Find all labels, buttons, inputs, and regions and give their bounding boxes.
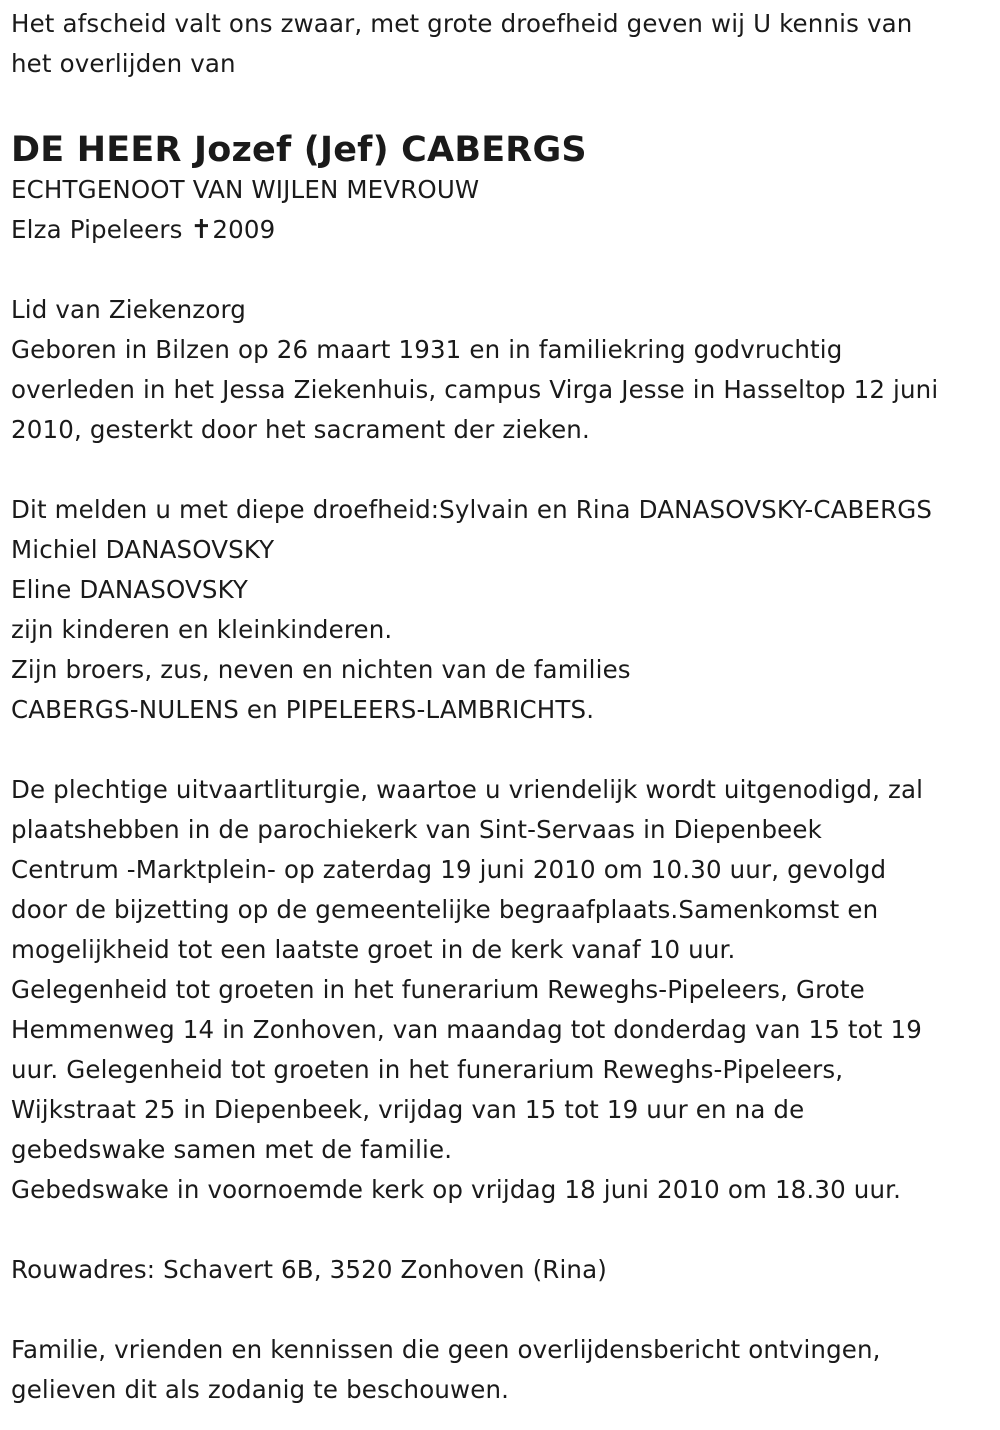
ceremony-line: Centrum -Marktplein- op zaterdag 19 juni 2010 om 10.30 uur, gevolgd bbox=[11, 855, 887, 884]
spacer bbox=[11, 450, 996, 490]
ceremony-line: uur. Gelegenheid tot groeten in het funerarium Reweghs-Pipeleers, bbox=[11, 1055, 844, 1084]
ceremony-line: plaatshebben in de parochiekerk van Sint-Servaas in Diepenbeek bbox=[11, 815, 822, 844]
deceased-name: DE HEER Jozef (Jef) CABERGS bbox=[11, 130, 587, 170]
closing-paragraph bbox=[11, 1330, 996, 1410]
closing-line: gelieven dit als zodanig te beschouwen. bbox=[11, 1375, 510, 1404]
spacer bbox=[11, 1290, 996, 1330]
spouse-title: ECHTGENOOT VAN WIJLEN MEVROUW bbox=[11, 175, 480, 204]
ceremony-line: Gelegenheid tot groeten in het funerarium Reweghs-Pipeleers, Grote bbox=[11, 975, 865, 1004]
spouse-name-line bbox=[11, 210, 996, 250]
closing-line: Familie, vrienden en kennissen die geen overlijdensbericht ontvingen, bbox=[11, 1335, 881, 1364]
intro-line: Het afscheid valt ons zwaar, met grote droefheid geven wij U kennis van bbox=[11, 9, 913, 38]
family-line: Dit melden u met diepe droefheid:Sylvain en Rina DANASOVSKY-CABERGS bbox=[11, 495, 933, 524]
intro-paragraph bbox=[11, 4, 996, 84]
intro-line: het overlijden van bbox=[11, 49, 236, 78]
spacer bbox=[11, 1210, 996, 1250]
family-line: Michiel DANASOVSKY bbox=[11, 535, 275, 564]
family-line: zijn kinderen en kleinkinderen. bbox=[11, 615, 393, 644]
bio-line: 2010, gesterkt door het sacrament der zieken. bbox=[11, 415, 590, 444]
mourning-address: Rouwadres: Schavert 6B, 3520 Zonhoven (Rina) bbox=[11, 1255, 607, 1284]
bio-line: Lid van Ziekenzorg bbox=[11, 295, 246, 324]
ceremony-line: gebedswake samen met de familie. bbox=[11, 1135, 453, 1164]
ceremony-line: De plechtige uitvaartliturgie, waartoe u vriendelijk wordt uitgenodigd, zal bbox=[11, 775, 924, 804]
spacer bbox=[11, 730, 996, 770]
obituary-document bbox=[11, 4, 996, 1410]
spouse-death-year: 2009 bbox=[212, 215, 276, 244]
family-line: CABERGS-NULENS en PIPELEERS-LAMBRICHTS. bbox=[11, 695, 595, 724]
cross-icon: ✝ bbox=[190, 215, 213, 245]
family-line: Eline DANASOVSKY bbox=[11, 575, 249, 604]
ceremony-line: mogelijkheid tot een laatste groet in de kerk vanaf 10 uur. bbox=[11, 935, 736, 964]
ceremony-line: Wijkstraat 25 in Diepenbeek, vrijdag van 15 tot 19 uur en na de bbox=[11, 1095, 805, 1124]
family-line: Zijn broers, zus, neven en nichten van de families bbox=[11, 655, 631, 684]
ceremony-paragraph bbox=[11, 770, 996, 1210]
ceremony-line: door de bijzetting op de gemeentelijke begraafplaats.Samenkomst en bbox=[11, 895, 879, 924]
family-paragraph bbox=[11, 490, 996, 730]
bio-line: overleden in het Jessa Ziekenhuis, campus Virga Jesse in Hasseltop 12 juni bbox=[11, 375, 939, 404]
spacer bbox=[11, 250, 996, 290]
spouse-name: Elza Pipeleers bbox=[11, 215, 191, 244]
bio-line: Geboren in Bilzen op 26 maart 1931 en in familiekring godvruchtig bbox=[11, 335, 843, 364]
spouse-block bbox=[11, 170, 996, 250]
ceremony-line: Gebedswake in voornoemde kerk op vrijdag 18 juni 2010 om 18.30 uur. bbox=[11, 1175, 902, 1204]
ceremony-line: Hemmenweg 14 in Zonhoven, van maandag tot donderdag van 15 tot 19 bbox=[11, 1015, 922, 1044]
bio-paragraph bbox=[11, 290, 996, 450]
